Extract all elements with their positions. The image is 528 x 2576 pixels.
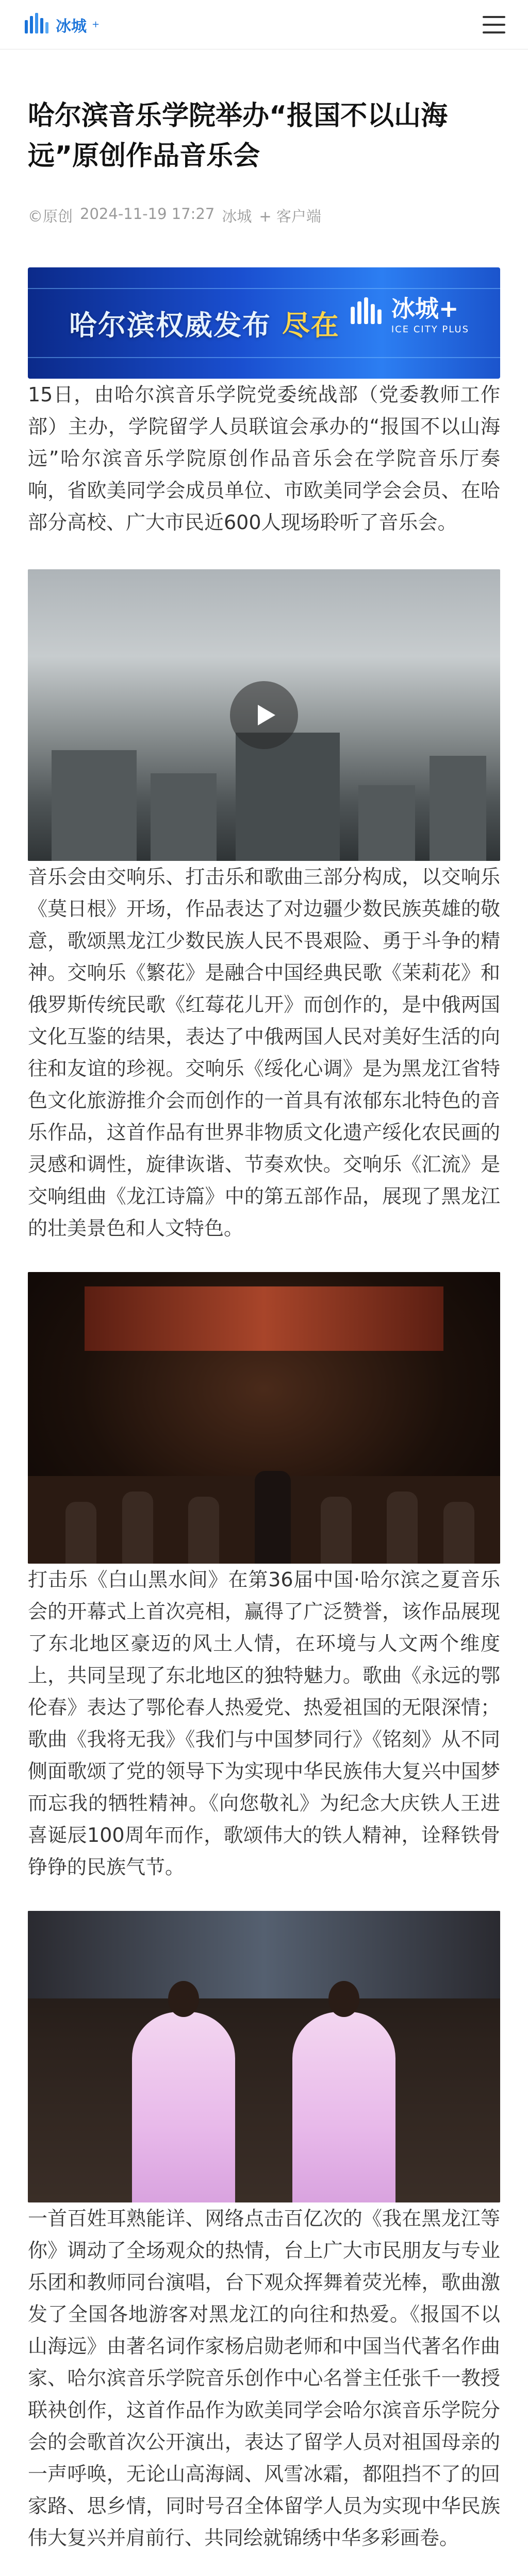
- video-player[interactable]: [28, 569, 500, 861]
- client-link[interactable]: + 客户端: [259, 208, 321, 225]
- article: [0, 96, 528, 2576]
- banner-text-main: 哈尔滨权威发布: [69, 309, 271, 342]
- article-title: 哈尔滨音乐学院举办“报国不以山海远”原创作品音乐会: [28, 100, 448, 172]
- bingcheng-logo-icon: [23, 11, 51, 39]
- top-bar: [0, 0, 528, 49]
- source-tag: ©原创: [28, 208, 73, 225]
- paragraph-2: 音乐会由交响乐、打击乐和歌曲三部分构成，以交响乐《莫日根》开场，作品表达了对边疆少数民族英雄的敬意，歌颂黑龙江少数民族人民不畏艰险、勇于斗争的精神。交响乐《繁花》是融合中国经典民歌《茉莉花》和俄罗斯传统民歌《红莓花儿开》而创作的，是中俄两国文化互鉴的结果，表达了中俄两国人民对美好生活的向往和友谊的珍视。交响乐《绥化心调》是为黑龙江省特色文化旅游推介会而创作的一首具有浓郁东北特色的音乐作品，这首作品有世界非物质文化遗产绥化农民画的灵感和调性，旋律诙谐、节奏欢快。交响乐《汇流》是交响组曲《龙江诗篇》中的第五部作品，展现了黑龙江的壮美景色和人文特色。: [28, 866, 500, 1240]
- banner-logo-name: 冰城+: [391, 295, 459, 323]
- banner-logo: [348, 290, 469, 335]
- promo-banner[interactable]: [28, 267, 500, 379]
- author: 冰城: [222, 208, 252, 225]
- paragraph-1: 15日，由哈尔滨音乐学院党委统战部（党委教师工作部）主办，学院留学人员联谊会承办的“报国不以山海远”哈尔滨音乐学院原创作品音乐会在学院音乐厅奏响，省欧美同学会成员单位、市欧美同学会会员、在哈部分高校、广大市民近600人现场聆听了音乐会。: [28, 383, 500, 534]
- article-meta: [28, 205, 500, 226]
- brand-name: 冰城: [56, 17, 87, 36]
- banner-logo-sub: ICE CITY PLUS: [391, 324, 469, 335]
- banner-text: [69, 303, 340, 343]
- brand[interactable]: [23, 11, 100, 39]
- publish-datetime: 2024-11-19 17:27: [80, 205, 215, 223]
- paragraph-3: 打击乐《白山黑水间》在第36届中国·哈尔滨之夏音乐会的开幕式上首次亮相，赢得了广泛赞誉，该作品展现了东北地区豪迈的风土人情，在环境与人文两个维度上，共同呈现了东北地区的独特魅力。歌曲《永远的鄂伦春》表达了鄂伦春人热爱党、热爱祖国的无限深情；歌曲《我将无我》《我们与中国梦同行》《铭刻》从不同侧面歌颂了党的领导下为实现中华民族伟大复兴中国梦而忘我的牺牲精神。《向您敬礼》为纪念大庆铁人王进喜诞辰100周年而作，歌颂伟大的铁人精神，诠释铁骨铮铮的民族气节。: [28, 1568, 500, 1878]
- singers-photo: [28, 1911, 500, 2202]
- play-icon[interactable]: [230, 681, 298, 749]
- hamburger-menu-icon[interactable]: [483, 16, 505, 33]
- orchestra-photo: [28, 1272, 500, 1564]
- paragraph-4: 一首百姓耳熟能详、网络点击百亿次的《我在黑龙江等你》调动了全场观众的热情，台上广大市民朋友与专业乐团和教师同台演唱，台下观众挥舞着荧光棒，歌曲激发了全国各地游客对黑龙江的向往和热爱。《报国不以山海远》由著名词作家杨启勋老师和中国当代著名作曲家、哈尔滨音乐学院音乐创作中心名誉主任张千一教授联袂创作，这首作品作为欧美同学会哈尔滨音乐学院分会的会歌首次公开演出，表达了留学人员对祖国母亲的一声呼唤，无论山高海阔、风雪冰霜，都阻挡不了的回家路、思乡情，同时号召全体留学人员为实现中华民族伟大复兴并肩前行、共同绘就锦绣中华多彩画卷。: [28, 2207, 500, 2549]
- banner-text-accent: 尽在: [282, 309, 340, 342]
- brand-plus: +: [92, 19, 100, 30]
- bingcheng-logo-icon: [348, 295, 384, 331]
